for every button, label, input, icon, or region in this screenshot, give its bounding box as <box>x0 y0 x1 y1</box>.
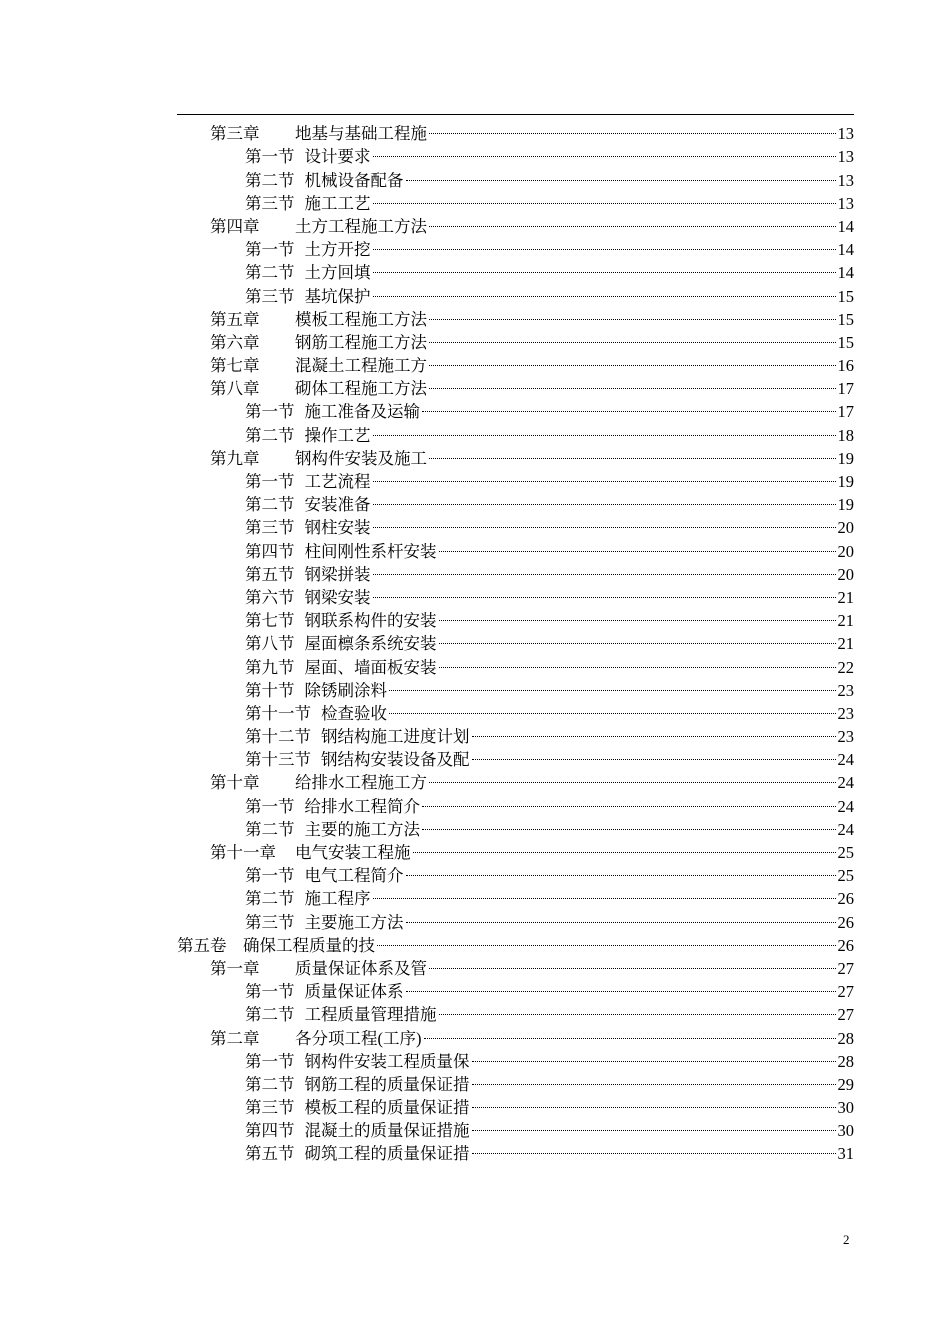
toc-entry-label: 第十节 <box>245 680 295 700</box>
toc-entry-label: 第二节 <box>245 1005 295 1025</box>
toc-chapter-entry[interactable] <box>177 325 854 352</box>
toc-dot-leader <box>420 788 838 811</box>
toc-entry-title: 给排水工程简介 <box>304 796 420 816</box>
toc-entry-label: 第一节 <box>245 796 295 816</box>
toc-entry-page: 21 <box>837 611 854 631</box>
toc-section-entry[interactable] <box>177 997 854 1025</box>
toc-entry-title: 钢构件安装及施工 <box>295 448 427 468</box>
toc-chapter-entry[interactable] <box>177 348 854 376</box>
toc-section-entry[interactable] <box>177 139 854 167</box>
toc-chapter-entry[interactable] <box>177 441 854 468</box>
toc-entry-title: 钢联系构件的安装 <box>304 611 437 631</box>
toc-dot-leader <box>404 858 838 881</box>
toc-entry-page: 19 <box>837 472 854 491</box>
toc-entry-label: 第八节 <box>245 634 295 654</box>
toc-section-entry[interactable] <box>177 696 854 723</box>
toc-section-entry[interactable] <box>177 858 854 886</box>
toc-entry-title: 各分项工程(工序) <box>295 1028 422 1048</box>
toc-chapter-entry[interactable] <box>177 835 854 862</box>
toc-section-entry[interactable] <box>177 649 854 677</box>
toc-entry-label: 第七节 <box>245 611 295 631</box>
toc-dot-leader <box>427 302 838 325</box>
toc-dot-leader <box>371 580 838 603</box>
toc-entry-label: 第二节 <box>245 170 295 190</box>
toc-dot-leader <box>427 371 838 394</box>
toc-section-entry[interactable] <box>177 255 854 283</box>
toc-entry-title: 土方工程施工方法 <box>295 216 427 236</box>
toc-entry-title: 模板工程施工方法 <box>295 309 427 329</box>
toc-entry-title: 主要的施工方法 <box>304 819 420 839</box>
toc-dot-leader <box>387 673 838 696</box>
toc-entry-label: 第六章 <box>210 332 260 352</box>
toc-entry-title: 除锈刷涂料 <box>304 680 387 700</box>
toc-section-entry[interactable] <box>177 162 854 190</box>
toc-section-entry[interactable] <box>177 186 854 213</box>
toc-chapter-entry[interactable] <box>177 302 854 329</box>
toc-dot-leader <box>420 394 838 417</box>
toc-entry-label: 第五节 <box>245 564 295 584</box>
toc-section-entry[interactable] <box>177 1044 854 1071</box>
toc-entry-label: 第三节 <box>245 518 295 538</box>
toc-entry-title: 屋面檩条系统安装 <box>304 634 437 654</box>
toc-entry-page: 26 <box>837 912 854 932</box>
toc-section-entry[interactable] <box>177 1090 854 1118</box>
toc-section-entry[interactable] <box>177 1113 854 1141</box>
toc-entry-page: 24 <box>837 796 854 816</box>
toc-section-entry[interactable] <box>177 533 854 561</box>
toc-section-entry[interactable] <box>177 904 854 932</box>
toc-dot-leader <box>470 1113 838 1136</box>
toc-entry-page: 25 <box>837 843 854 862</box>
toc-dot-leader <box>371 881 838 904</box>
toc-entry-label: 第十三节 <box>245 750 311 770</box>
toc-entry-label: 第四章 <box>210 216 260 236</box>
toc-entry-title: 模板工程的质量保证措 <box>304 1098 470 1118</box>
toc-section-entry[interactable] <box>177 881 854 909</box>
toc-entry-title: 电气工程简介 <box>304 866 404 886</box>
toc-chapter-entry[interactable] <box>177 951 854 978</box>
toc-entry-page: 24 <box>837 819 854 839</box>
toc-entry-title: 钢结构安装设备及配 <box>321 750 470 770</box>
toc-entry-page: 30 <box>837 1121 854 1141</box>
toc-entry-page: 27 <box>837 958 854 978</box>
toc-section-entry[interactable] <box>177 510 854 538</box>
toc-dot-leader <box>470 742 838 765</box>
toc-section-entry[interactable] <box>177 1136 854 1164</box>
toc-section-entry[interactable] <box>177 487 854 515</box>
toc-entry-page: 13 <box>837 124 854 144</box>
toc-entry-label: 第二节 <box>245 1074 295 1094</box>
toc-dot-leader <box>427 209 838 232</box>
toc-entry-label: 第九章 <box>210 448 260 468</box>
toc-dot-leader <box>404 162 838 185</box>
toc-section-entry[interactable] <box>177 232 854 260</box>
toc-entry-label: 第一节 <box>245 982 295 1002</box>
toc-entry-page: 20 <box>837 564 854 584</box>
toc-dot-leader <box>470 1044 838 1067</box>
toc-dot-leader <box>411 835 838 858</box>
toc-entry-title: 给排水工程施工方 <box>295 773 427 793</box>
toc-entry-title: 质量保证体系及管 <box>295 958 427 978</box>
toc-entry-page: 20 <box>837 518 854 538</box>
toc-dot-leader <box>437 533 838 556</box>
toc-entry-title: 混凝土的质量保证措施 <box>304 1121 470 1141</box>
toc-entry-page: 22 <box>837 657 854 677</box>
toc-entry-label: 第五卷 <box>177 935 227 955</box>
toc-entry-title: 钢梁拼装 <box>304 564 371 584</box>
toc-chapter-entry[interactable] <box>177 209 854 236</box>
toc-section-entry[interactable] <box>177 603 854 631</box>
toc-dot-leader <box>420 812 838 835</box>
toc-dot-leader <box>375 928 838 951</box>
toc-section-entry[interactable] <box>177 394 854 422</box>
toc-entry-title: 钢筋工程施工方法 <box>295 332 427 352</box>
toc-entry-page: 15 <box>837 309 854 329</box>
toc-dot-leader <box>470 1136 838 1159</box>
toc-entry-title: 工程质量管理措施 <box>304 1005 437 1025</box>
toc-dot-leader <box>404 974 838 997</box>
toc-entry-page: 13 <box>837 147 854 167</box>
toc-dot-leader <box>422 1020 838 1043</box>
toc-entry-label: 第三章 <box>210 124 260 144</box>
toc-entry-page: 27 <box>837 982 854 1002</box>
toc-entry-page: 31 <box>837 1144 854 1164</box>
toc-entry-page: 21 <box>837 587 854 607</box>
toc-entry-page: 23 <box>837 680 854 700</box>
toc-dot-leader <box>387 696 838 719</box>
toc-entry-label: 第十章 <box>210 773 260 793</box>
toc-section-entry[interactable] <box>177 719 854 747</box>
toc-dot-leader <box>470 1090 838 1113</box>
toc-section-entry[interactable] <box>177 417 854 445</box>
toc-entry-title: 地基与基础工程施 <box>295 124 427 144</box>
toc-entry-page: 15 <box>837 286 854 306</box>
toc-entry-title: 工艺流程 <box>304 472 371 491</box>
toc-entry-title: 钢梁安装 <box>304 587 371 607</box>
toc-entry-label: 第十二节 <box>245 727 311 747</box>
toc-dot-leader <box>371 510 838 533</box>
toc-entry-title: 基坑保护 <box>304 286 371 306</box>
toc-entry-label: 第一章 <box>210 958 260 978</box>
toc-entry-label: 第三节 <box>245 1098 295 1118</box>
toc-entry-title: 施工工艺 <box>304 193 371 213</box>
toc-entry-page: 14 <box>837 216 854 236</box>
toc-entry-page: 13 <box>837 170 854 190</box>
toc-entry-label: 第二章 <box>210 1028 260 1048</box>
toc-entry-label: 第二节 <box>245 819 295 839</box>
toc-section-entry[interactable] <box>177 557 854 584</box>
toc-entry-title: 钢柱安装 <box>304 518 371 538</box>
toc-section-entry[interactable] <box>177 580 854 607</box>
toc-entry-label: 第六节 <box>245 587 295 607</box>
toc-entry-page: 30 <box>837 1098 854 1118</box>
toc-entry-label: 第一节 <box>245 147 295 167</box>
toc-dot-leader <box>427 116 838 139</box>
toc-chapter-entry[interactable] <box>177 371 854 399</box>
toc-dot-leader <box>371 417 838 440</box>
toc-dot-leader <box>404 904 838 927</box>
toc-section-entry[interactable] <box>177 464 854 491</box>
toc-chapter-entry[interactable] <box>177 1020 854 1048</box>
toc-entry-label: 第八章 <box>210 379 260 399</box>
toc-entry-page: 19 <box>837 448 854 468</box>
toc-entry-title: 土方开挖 <box>304 240 371 260</box>
toc-entry-page: 28 <box>837 1051 854 1071</box>
toc-dot-leader <box>437 649 838 672</box>
toc-entry-label: 第二节 <box>245 263 295 283</box>
toc-entry-page: 16 <box>837 356 854 376</box>
toc-dot-leader <box>371 487 838 510</box>
toc-entry-page: 14 <box>837 263 854 283</box>
toc-entry-label: 第一节 <box>245 866 295 886</box>
toc-entry-title: 设计要求 <box>304 147 371 167</box>
toc-entry-title: 电气安装工程施 <box>295 843 411 862</box>
page-number: 2 <box>843 1232 850 1247</box>
toc-entry-label: 第一节 <box>245 472 295 491</box>
toc-entry-title: 混凝土工程施工方 <box>295 356 427 376</box>
toc-entry-label: 第五章 <box>210 309 260 329</box>
toc-entry-page: 26 <box>837 935 854 955</box>
toc-entry-page: 24 <box>837 750 854 770</box>
toc-entry-label: 第二节 <box>245 425 295 445</box>
toc-section-entry[interactable] <box>177 626 854 654</box>
toc-entry-page: 18 <box>837 425 854 445</box>
toc-entry-title: 砌筑工程的质量保证措 <box>304 1144 470 1164</box>
toc-entry-label: 第四节 <box>245 541 295 561</box>
toc-entry-title: 操作工艺 <box>304 425 371 445</box>
toc-entry-label: 第三节 <box>245 912 295 932</box>
toc-entry-title: 施工准备及运输 <box>304 402 420 422</box>
toc-entry-page: 15 <box>837 332 854 352</box>
toc-entry-page: 19 <box>837 495 854 515</box>
toc-entry-label: 第九节 <box>245 657 295 677</box>
toc-section-entry[interactable] <box>177 974 854 1002</box>
toc-entry-label: 第二节 <box>245 495 295 515</box>
toc-entry-page: 17 <box>837 379 854 399</box>
toc-entry-page: 26 <box>837 889 854 909</box>
toc-dot-leader <box>437 603 838 626</box>
toc-entry-page: 13 <box>837 193 854 213</box>
toc-entry-page: 21 <box>837 634 854 654</box>
toc-dot-leader <box>371 232 838 255</box>
toc-dot-leader <box>371 278 838 301</box>
toc-dot-leader <box>427 765 838 788</box>
toc-dot-leader <box>470 719 838 742</box>
toc-entry-title: 钢构件安装工程质量保 <box>304 1051 470 1071</box>
toc-chapter-entry[interactable] <box>177 765 854 793</box>
toc-entry-label: 第三节 <box>245 286 295 306</box>
toc-entry-label: 第四节 <box>245 1121 295 1141</box>
toc-entry-page: 17 <box>837 402 854 422</box>
toc-dot-leader <box>427 348 838 371</box>
toc-entry-page: 24 <box>837 773 854 793</box>
toc-entry-title: 钢结构施工进度计划 <box>321 727 470 747</box>
toc-entry-page: 23 <box>837 703 854 723</box>
toc-entry-title: 质量保证体系 <box>304 982 404 1002</box>
toc-chapter-entry[interactable] <box>177 116 854 144</box>
toc-entry-title: 确保工程质量的技 <box>243 935 375 955</box>
toc-entry-title: 土方回填 <box>304 263 371 283</box>
toc-dot-leader <box>427 325 838 348</box>
toc-dot-leader <box>470 1067 838 1090</box>
header-rule <box>177 114 854 115</box>
toc-dot-leader <box>371 139 838 162</box>
toc-volume-entry[interactable] <box>177 928 854 955</box>
toc-entry-page: 27 <box>837 1005 854 1025</box>
toc-entry-label: 第一节 <box>245 240 295 260</box>
toc-entry-label: 第五节 <box>245 1144 295 1164</box>
toc-entry-title: 施工程序 <box>304 889 371 909</box>
table-of-contents <box>177 116 854 1164</box>
toc-section-entry[interactable] <box>177 278 854 306</box>
toc-entry-label: 第七章 <box>210 356 260 376</box>
toc-entry-page: 23 <box>837 727 854 747</box>
toc-dot-leader <box>437 997 838 1020</box>
toc-dot-leader <box>427 951 838 974</box>
toc-dot-leader <box>427 441 838 464</box>
toc-entry-label: 第一节 <box>245 402 295 422</box>
toc-entry-page: 25 <box>837 866 854 886</box>
toc-entry-title: 机械设备配备 <box>304 170 404 190</box>
toc-entry-label: 第二节 <box>245 889 295 909</box>
toc-section-entry[interactable] <box>177 673 854 700</box>
toc-section-entry[interactable] <box>177 1067 854 1094</box>
toc-section-entry[interactable] <box>177 788 854 816</box>
toc-entry-page: 28 <box>837 1028 854 1048</box>
toc-entry-title: 检查验收 <box>321 703 387 723</box>
toc-section-entry[interactable] <box>177 812 854 839</box>
toc-entry-title: 屋面、墙面板安装 <box>304 657 437 677</box>
toc-dot-leader <box>437 626 838 649</box>
toc-entry-title: 安装准备 <box>304 495 371 515</box>
toc-entry-label: 第三节 <box>245 193 295 213</box>
toc-entry-label: 第十一节 <box>245 703 311 723</box>
toc-dot-leader <box>371 186 838 209</box>
toc-dot-leader <box>371 557 838 580</box>
toc-entry-title: 柱间刚性系杆安装 <box>304 541 437 561</box>
toc-section-entry[interactable] <box>177 742 854 770</box>
toc-entry-page: 20 <box>837 541 854 561</box>
toc-dot-leader <box>371 464 838 487</box>
toc-entry-label: 第一节 <box>245 1051 295 1071</box>
toc-entry-page: 29 <box>837 1074 854 1094</box>
toc-dot-leader <box>371 255 838 278</box>
toc-entry-title: 主要施工方法 <box>304 912 404 932</box>
toc-entry-title: 钢筋工程的质量保证措 <box>304 1074 470 1094</box>
toc-entry-title: 砌体工程施工方法 <box>295 379 427 399</box>
toc-entry-page: 14 <box>837 240 854 260</box>
toc-entry-label: 第十一章 <box>210 843 276 862</box>
